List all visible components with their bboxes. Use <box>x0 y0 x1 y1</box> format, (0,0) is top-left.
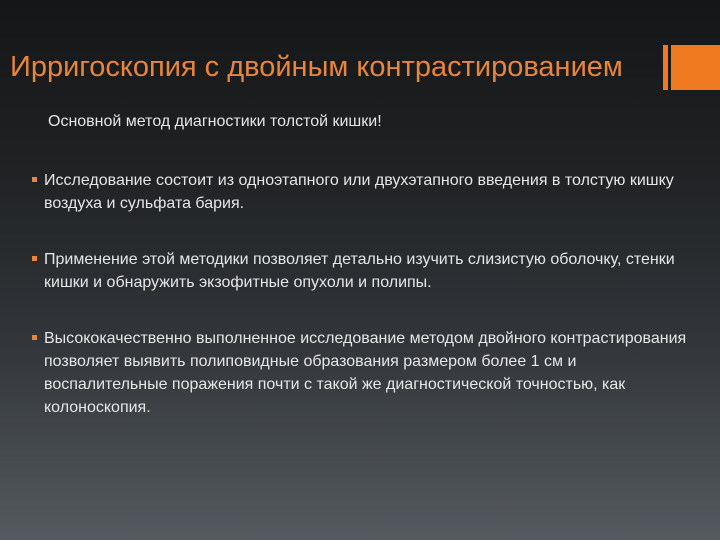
bullet-item-2 <box>32 248 702 294</box>
bullet-square-icon <box>32 177 37 182</box>
slide-subtitle: Основной метод диагностики толстой кишки! <box>48 113 382 130</box>
bullet-text: Исследование состоит из одноэтапного или двухэтапного введения в толстую кишку воздуха и сульфата бария. <box>44 172 674 212</box>
bullet-item-1 <box>32 169 702 215</box>
bullet-text: Высококачественно выполненное исследование методом двойного контрастирования позволяет выявить полиповидные образования размером более 1 см и воспалительные поражения почти с такой же диагностической точностью, как колоноскопия. <box>44 330 687 416</box>
bullet-square-icon <box>32 256 37 261</box>
slide-title: Ирригоскопия с двойным контрастированием <box>10 51 623 83</box>
bullet-item-3 <box>32 327 702 419</box>
bullet-list <box>32 169 702 452</box>
bullet-text: Применение этой методики позволяет детально изучить слизистую оболочку, стенки кишки и обнаружить экзофитные опухоли и полипы. <box>44 251 675 291</box>
title-accent-bar-wide <box>671 45 720 90</box>
bullet-square-icon <box>32 335 37 340</box>
title-accent-bar-thin <box>663 45 668 90</box>
